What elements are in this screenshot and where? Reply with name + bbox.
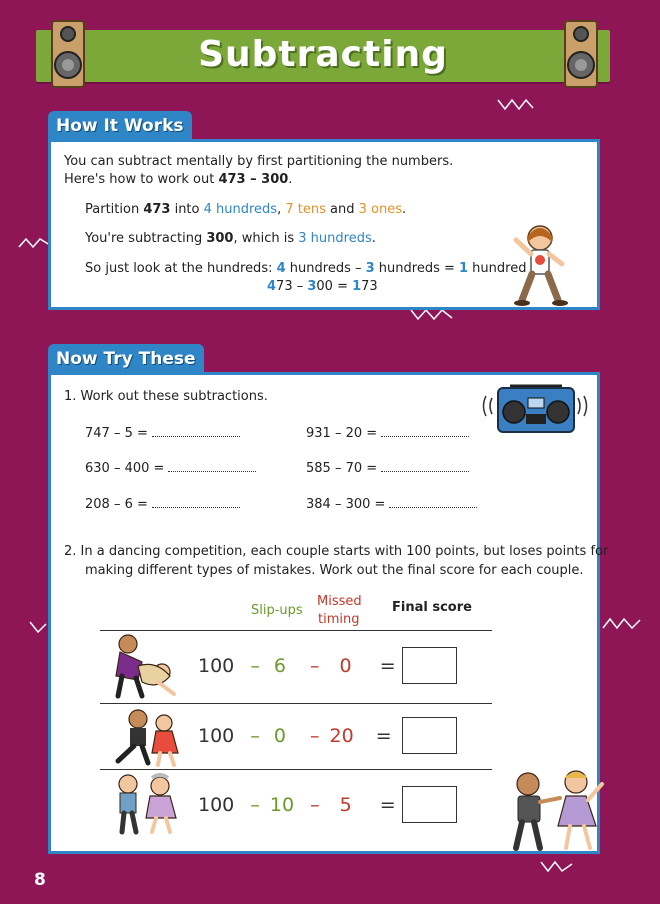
how-it-works-tab: How It Works — [48, 111, 192, 141]
speaker-icon — [51, 20, 85, 88]
col-missed-timing-1: Missed — [317, 594, 362, 609]
zigzag-decoration — [602, 614, 642, 632]
final-score-box-3[interactable] — [402, 786, 457, 823]
answer-blank[interactable] — [152, 497, 240, 508]
answer-blank[interactable] — [168, 461, 256, 472]
dancer-illustration — [510, 220, 572, 308]
title-banner — [36, 30, 610, 82]
subtraction-item: 208 – 6 = — [85, 497, 240, 512]
answer-blank[interactable] — [381, 461, 469, 472]
dancing-couple-illustration — [108, 632, 182, 700]
dancing-couple-illustration — [108, 707, 184, 767]
final-score-box-2[interactable] — [402, 717, 457, 754]
subtraction-item: 384 – 300 = — [306, 497, 477, 512]
zigzag-decoration — [28, 620, 50, 640]
question-2-line-1: 2. In a dancing competition, each couple starts with 100 points, but loses points for — [64, 544, 609, 559]
zigzag-decoration — [497, 96, 535, 112]
score-row-3: 100 – 10 – 5 = — [198, 794, 396, 816]
subtraction-item: 585 – 70 = — [306, 461, 469, 476]
boombox-illustration — [480, 378, 592, 438]
intro-line-2: Here's how to work out 473 – 300. — [64, 172, 293, 187]
speaker-icon — [564, 20, 598, 88]
subtraction-item: 931 – 20 = — [306, 426, 469, 441]
zigzag-decoration — [540, 858, 574, 874]
partition-line: Partition 473 into 4 hundreds, 7 tens and 3 ones. — [85, 202, 407, 217]
zigzag-decoration — [18, 236, 52, 250]
col-final-score: Final score — [392, 600, 472, 615]
answer-blank[interactable] — [381, 426, 469, 437]
subtracting-line: You're subtracting 300, which is 3 hundreds. — [85, 231, 376, 246]
dancing-couple-illustration — [504, 768, 610, 854]
question-2-line-2: making different types of mistakes. Work out the final score for each couple. — [85, 563, 584, 578]
table-rule — [100, 769, 492, 770]
intro-line-1: You can subtract mentally by first partitioning the numbers. — [64, 154, 454, 169]
score-row-1: 100 – 6 – 0 = — [198, 655, 396, 677]
table-rule — [100, 703, 492, 704]
answer-blank[interactable] — [389, 497, 477, 508]
subtraction-item: 747 – 5 = — [85, 426, 240, 441]
table-rule — [100, 630, 492, 631]
score-row-2: 100 – 0 – 20 = — [198, 725, 392, 747]
dancing-couple-illustration — [108, 772, 184, 836]
final-score-box-1[interactable] — [402, 647, 457, 684]
col-missed-timing-2: timing — [318, 612, 360, 627]
page-title: Subtracting — [198, 34, 448, 75]
question-1-label: 1. Work out these subtractions. — [64, 389, 268, 404]
subtraction-item: 630 – 400 = — [85, 461, 256, 476]
col-slip-ups: Slip-ups — [251, 603, 303, 618]
answer-blank[interactable] — [152, 426, 240, 437]
result-line: 473 – 300 = 173 — [267, 279, 378, 294]
page-number: 8 — [34, 870, 46, 890]
hundreds-line: So just look at the hundreds: 4 hundreds – 3 hundreds = 1 hundred — [85, 261, 527, 276]
now-try-these-tab: Now Try These — [48, 344, 204, 374]
